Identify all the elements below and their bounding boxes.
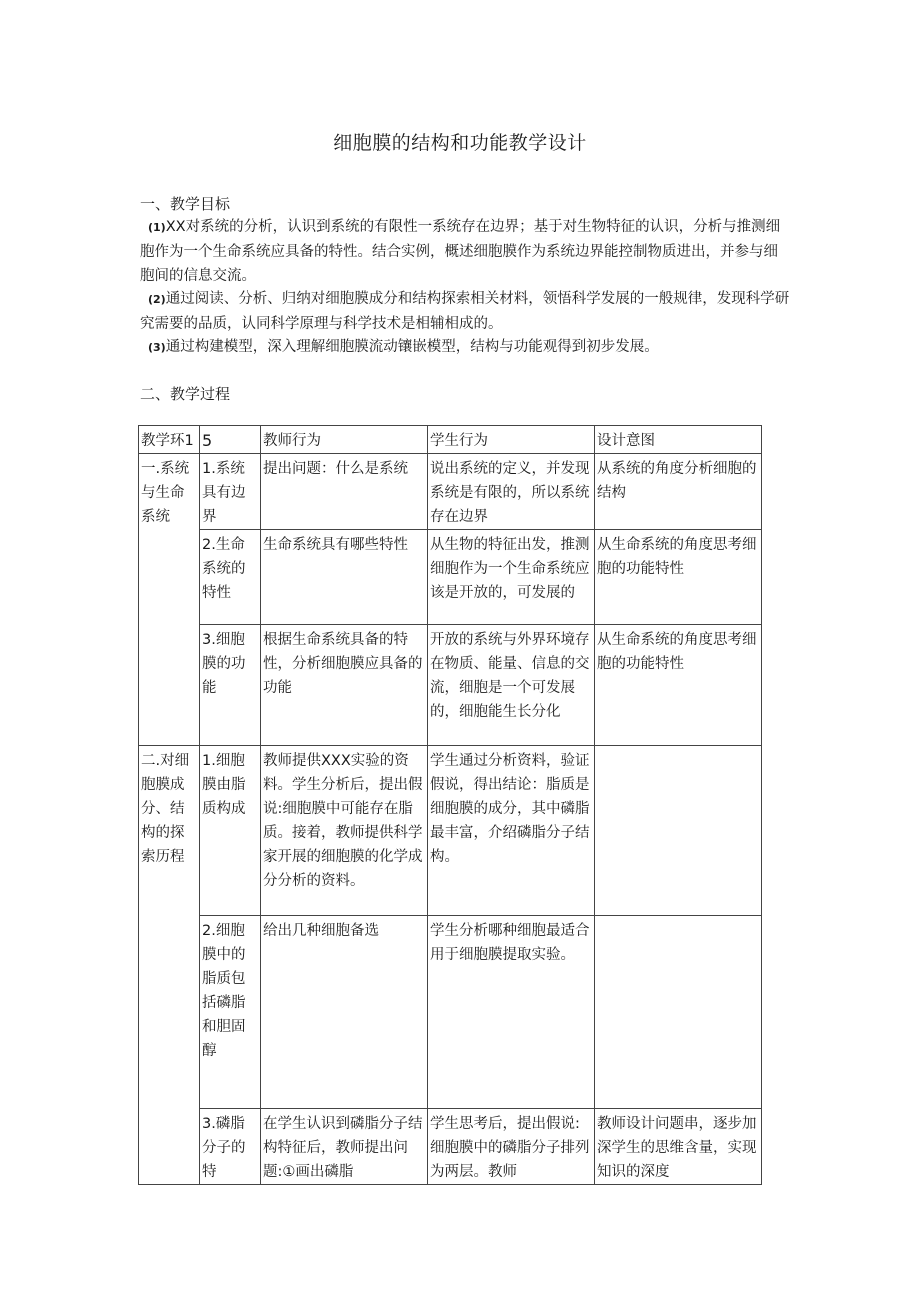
- stage-cell: 一.系统与生命系统: [139, 454, 200, 746]
- teacher-cell: 生命系统具有哪些特性: [261, 530, 428, 625]
- header-teacher: 教师行为: [261, 426, 428, 454]
- student-cell: 学生思考后，提出假说:细胞膜中的磷脂分子排列为两层。教师: [428, 1109, 595, 1185]
- table-row: [139, 625, 762, 746]
- teacher-cell: 教师提供XXX实验的资料。学生分析后，提出假说:细胞膜中可能存在脂质。接着，教师提供科学家开展的细胞膜的化学成分分析的资料。: [261, 746, 428, 916]
- objective-1: [140, 215, 790, 288]
- document-title: 细胞膜的结构和功能教学设计: [333, 132, 587, 154]
- table-row: [139, 916, 762, 1109]
- table-row: [139, 1109, 762, 1185]
- step-cell: 1.系统具有边界: [200, 454, 261, 530]
- table-header-row: [139, 426, 762, 454]
- header-stage: 教学环1: [139, 426, 200, 454]
- objective-3: [140, 335, 790, 360]
- teacher-cell: 在学生认识到磷脂分子结构特征后，教师提出问题:①画出磷脂: [261, 1109, 428, 1185]
- student-cell: 开放的系统与外界环境存在物质、能量、信息的交流，细胞是一个可发展的，细胞能生长分化: [428, 625, 595, 746]
- step-cell: 2.细胞膜中的脂质包括磷脂和胆固醇: [200, 916, 261, 1109]
- intent-cell: [595, 916, 762, 1109]
- intent-cell: 从生命系统的角度思考细胞的功能特性: [595, 625, 762, 746]
- intent-cell: [595, 746, 762, 916]
- step-cell: 1.细胞膜由脂质构成: [200, 746, 261, 916]
- student-cell: 说出系统的定义，并发现系统是有限的，所以系统存在边界: [428, 454, 595, 530]
- teacher-cell: 提出问题：什么是系统: [261, 454, 428, 530]
- table-row: [139, 454, 762, 530]
- stage-cell: 二.对细胞膜成分、结构的探索历程: [139, 746, 200, 1185]
- intent-cell: 从系统的角度分析细胞的结构: [595, 454, 762, 530]
- objective-number: (3): [148, 341, 166, 354]
- objective-number: (2): [148, 293, 166, 306]
- step-cell: 2.生命系统的特性: [200, 530, 261, 625]
- header-step: 5: [200, 426, 261, 454]
- intent-cell: 从生命系统的角度思考细胞的功能特性: [595, 530, 762, 625]
- section-heading-process: 二、教学过程: [140, 385, 231, 403]
- student-cell: 学生通过分析资料，验证假说，得出结论：脂质是细胞膜的成分，其中磷脂最丰富，介绍磷脂分子结构。: [428, 746, 595, 916]
- step-cell: 3.磷脂分子的特: [200, 1109, 261, 1185]
- objective-number: (1): [148, 221, 166, 234]
- header-student: 学生行为: [428, 426, 595, 454]
- intent-cell: 教师设计问题串，逐步加深学生的思维含量，实现知识的深度: [595, 1109, 762, 1185]
- teacher-cell: 给出几种细胞备选: [261, 916, 428, 1109]
- section-heading-objectives: 一、教学目标: [140, 195, 231, 213]
- objective-text: 通过阅读、分析、归纳对细胞膜成分和结构探索相关材料，领悟科学发展的一般规律，发现科学研究需要的品质，认同科学原理与科学技术是相辅相成的。: [140, 291, 790, 332]
- student-cell: 从生物的特征出发，推测细胞作为一个生命系统应该是开放的，可发展的: [428, 530, 595, 625]
- teaching-process-table: [138, 425, 762, 1185]
- teacher-cell: 根据生命系统具备的特性，分析细胞膜应具备的功能: [261, 625, 428, 746]
- step-cell: 3.细胞膜的功能: [200, 625, 261, 746]
- table-row: [139, 746, 762, 916]
- student-cell: 学生分析哪种细胞最适合用于细胞膜提取实验。: [428, 916, 595, 1109]
- objective-text: XX对系统的分析，认识到系统的有限性一系统存在边界；基于对生物特征的认识，分析与推测细胞作为一个生命系统应具备的特性。结合实例，概述细胞膜作为系统边界能控制物质进出，并参与细胞间的信息交流。: [140, 219, 781, 284]
- objective-2: [140, 287, 790, 336]
- table-row: [139, 530, 762, 625]
- objective-text: 通过构建模型，深入理解细胞膜流动镶嵌模型，结构与功能观得到初步发展。: [165, 339, 659, 355]
- header-intent: 设计意图: [595, 426, 762, 454]
